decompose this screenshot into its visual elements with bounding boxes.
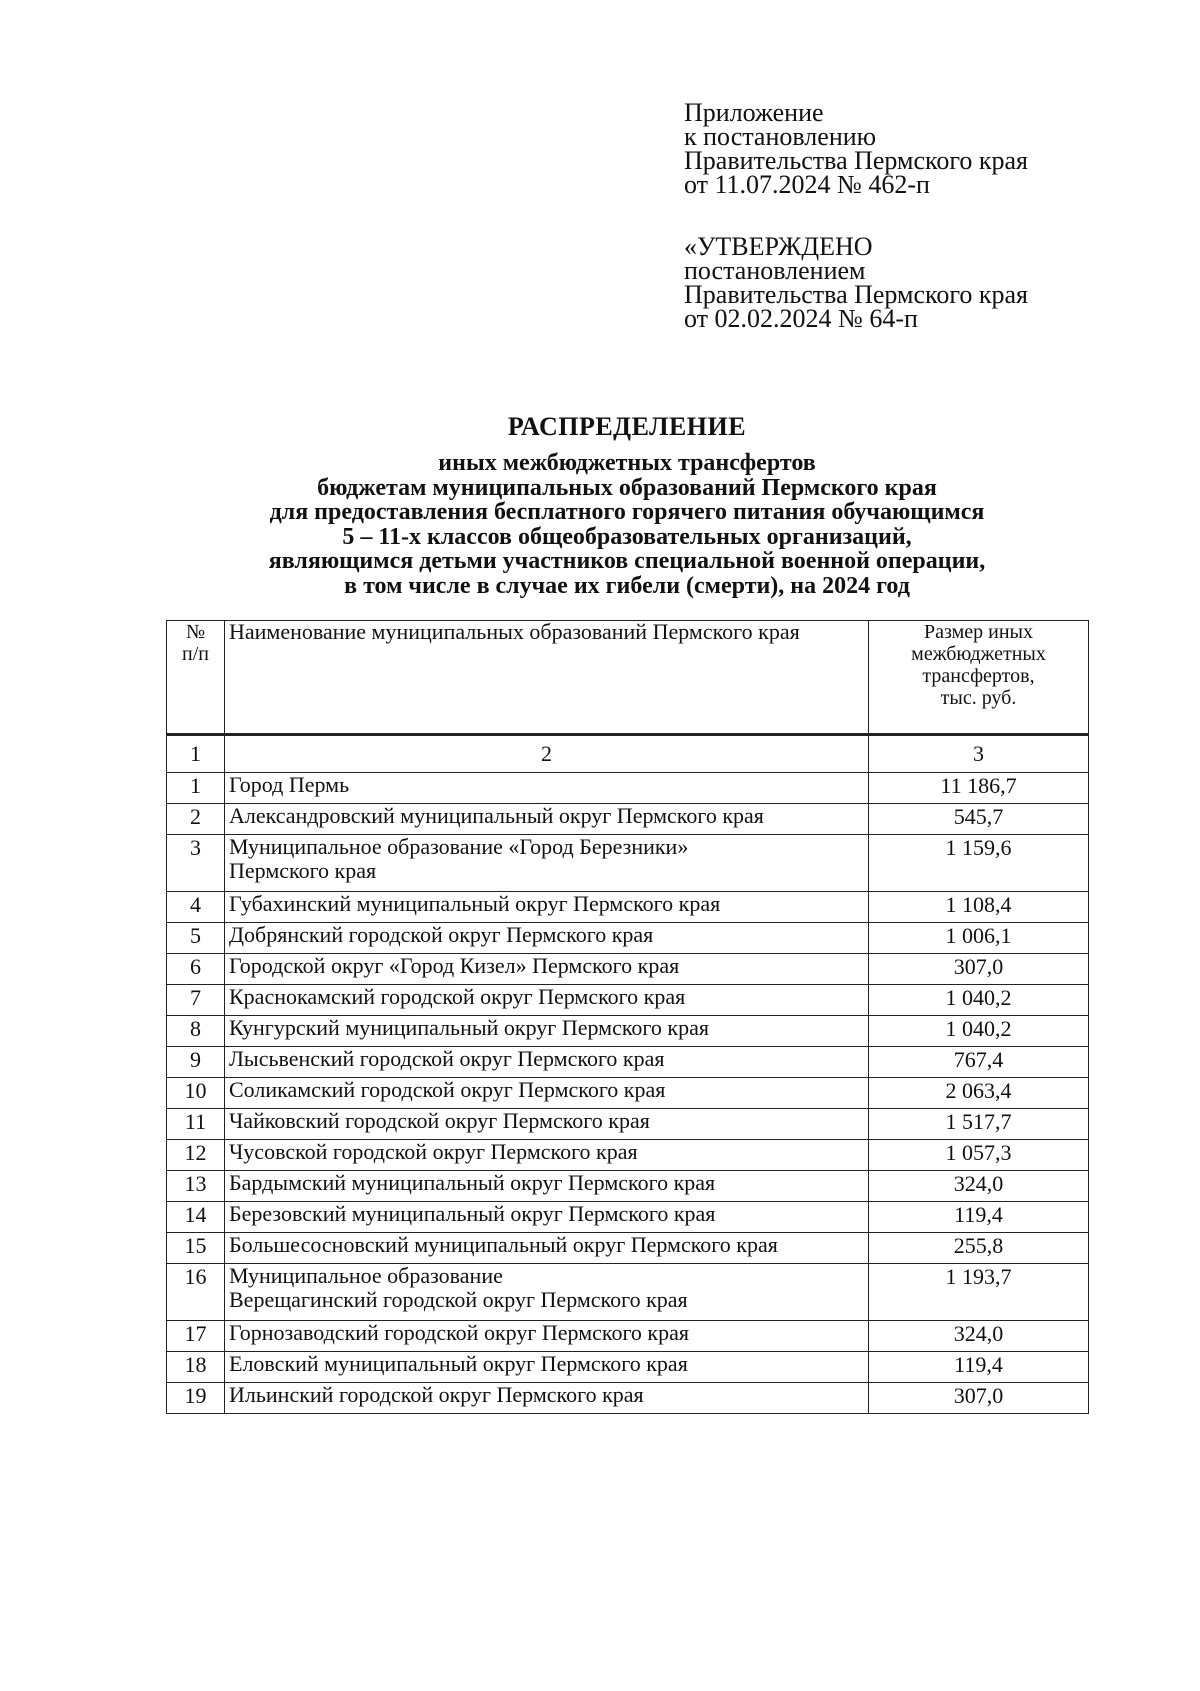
document-title: РАСПРЕДЕЛЕНИЕ bbox=[507, 412, 747, 441]
row-amount: 255,8 bbox=[869, 1233, 1089, 1264]
subtitle-line: бюджетам муниципальных образований Пермского края bbox=[317, 474, 937, 501]
row-number: 14 bbox=[167, 1202, 225, 1233]
row-amount: 11 186,7 bbox=[869, 773, 1089, 804]
table-row bbox=[167, 773, 1089, 804]
table-row bbox=[167, 923, 1089, 954]
row-number: 5 bbox=[167, 923, 225, 954]
row-amount: 545,7 bbox=[869, 804, 1089, 835]
row-amount: 1 040,2 bbox=[869, 1016, 1089, 1047]
row-number: 2 bbox=[167, 804, 225, 835]
table-row bbox=[167, 1109, 1089, 1140]
header-name: Наименование муниципальных образований Пермского края bbox=[225, 621, 869, 735]
row-number: 11 bbox=[167, 1109, 225, 1140]
row-number: 3 bbox=[167, 835, 225, 892]
appendix-line: Правительства Пермского края bbox=[684, 146, 1028, 175]
subtitle-line: в том числе в случае их гибели (смерти), на 2024 год bbox=[344, 572, 910, 599]
table-row bbox=[167, 804, 1089, 835]
row-number: 12 bbox=[167, 1140, 225, 1171]
row-name: Горнозаводский городской округ Пермского края bbox=[225, 1321, 869, 1352]
approved-block bbox=[684, 232, 1028, 333]
table-row bbox=[167, 1321, 1089, 1352]
row-amount: 307,0 bbox=[869, 954, 1089, 985]
row-number: 15 bbox=[167, 1233, 225, 1264]
row-amount: 1 057,3 bbox=[869, 1140, 1089, 1171]
header-number: № п/п bbox=[167, 621, 225, 735]
table-row bbox=[167, 1016, 1089, 1047]
row-name: Чусовской городской округ Пермского края bbox=[225, 1140, 869, 1171]
row-number: 16 bbox=[167, 1264, 225, 1321]
appendix-line: от 11.07.2024 № 462-п bbox=[684, 170, 930, 199]
row-amount: 1 108,4 bbox=[869, 892, 1089, 923]
row-name: Бардымский муниципальный округ Пермского края bbox=[225, 1171, 869, 1202]
row-number: 18 bbox=[167, 1352, 225, 1383]
row-amount: 1 517,7 bbox=[869, 1109, 1089, 1140]
table-row bbox=[167, 1264, 1089, 1321]
row-number: 7 bbox=[167, 985, 225, 1016]
table-row bbox=[167, 892, 1089, 923]
column-number: 1 bbox=[167, 735, 225, 773]
row-number: 9 bbox=[167, 1047, 225, 1078]
table-row bbox=[167, 1233, 1089, 1264]
row-name: Кунгурский муниципальный округ Пермского края bbox=[225, 1016, 869, 1047]
row-name: Лысьвенский городской округ Пермского края bbox=[225, 1047, 869, 1078]
row-amount: 767,4 bbox=[869, 1047, 1089, 1078]
row-number: 1 bbox=[167, 773, 225, 804]
row-name: Город Пермь bbox=[225, 773, 869, 804]
approved-line: «УТВЕРЖДЕНО bbox=[684, 232, 873, 261]
row-number: 13 bbox=[167, 1171, 225, 1202]
row-amount: 2 063,4 bbox=[869, 1078, 1089, 1109]
subtitle-line: иных межбюджетных трансфертов bbox=[438, 450, 816, 476]
row-number: 8 bbox=[167, 1016, 225, 1047]
distribution-table bbox=[166, 620, 1089, 1414]
document-subtitle bbox=[0, 451, 1200, 598]
approved-line: от 02.02.2024 № 64-п bbox=[684, 304, 918, 333]
table-row bbox=[167, 1383, 1089, 1414]
row-name: Муниципальное образование «Город Березники» Пермского края bbox=[225, 835, 869, 892]
table-row bbox=[167, 1078, 1089, 1109]
table-row bbox=[167, 835, 1089, 892]
row-name: Городской округ «Город Кизел» Пермского края bbox=[225, 954, 869, 985]
subtitle-line: 5 – 11-х классов общеобразовательных организаций, bbox=[342, 523, 912, 550]
table-row bbox=[167, 985, 1089, 1016]
appendix-line: к постановлению bbox=[684, 122, 877, 151]
row-name: Соликамский городской округ Пермского края bbox=[225, 1078, 869, 1109]
approved-line: постановлением bbox=[684, 256, 866, 285]
row-name: Добрянский городской округ Пермского края bbox=[225, 923, 869, 954]
subtitle-line: являющимся детьми участников специальной военной операции, bbox=[268, 548, 986, 574]
row-number: 19 bbox=[167, 1383, 225, 1414]
row-amount: 1 040,2 bbox=[869, 985, 1089, 1016]
appendix-header bbox=[684, 98, 1028, 199]
column-number: 3 bbox=[869, 735, 1089, 773]
row-number: 4 bbox=[167, 892, 225, 923]
subtitle-line: для предоставления бесплатного горячего питания обучающимся bbox=[269, 499, 985, 525]
approved-line: Правительства Пермского края bbox=[684, 280, 1028, 309]
row-amount: 1 006,1 bbox=[869, 923, 1089, 954]
row-amount: 324,0 bbox=[869, 1321, 1089, 1352]
row-name: Ильинский городской округ Пермского края bbox=[225, 1383, 869, 1414]
row-name: Еловский муниципальный округ Пермского края bbox=[225, 1352, 869, 1383]
table-row bbox=[167, 1047, 1089, 1078]
row-name: Муниципальное образование Верещагинский городской округ Пермского края bbox=[225, 1264, 869, 1321]
row-number: 6 bbox=[167, 954, 225, 985]
row-name: Березовский муниципальный округ Пермского края bbox=[225, 1202, 869, 1233]
row-amount: 119,4 bbox=[869, 1352, 1089, 1383]
table-row bbox=[167, 1202, 1089, 1233]
row-amount: 119,4 bbox=[869, 1202, 1089, 1233]
row-name: Краснокамский городской округ Пермского края bbox=[225, 985, 869, 1016]
table-header-row bbox=[167, 621, 1089, 735]
row-name: Александровский муниципальный округ Пермского края bbox=[225, 804, 869, 835]
header-amount: Размер иных межбюджетных трансфертов, тыс. руб. bbox=[869, 621, 1089, 735]
row-name: Чайковский городской округ Пермского края bbox=[225, 1109, 869, 1140]
column-number-row bbox=[167, 735, 1089, 773]
row-amount: 324,0 bbox=[869, 1171, 1089, 1202]
table-row bbox=[167, 1171, 1089, 1202]
row-amount: 307,0 bbox=[869, 1383, 1089, 1414]
row-name: Губахинский муниципальный округ Пермского края bbox=[225, 892, 869, 923]
row-number: 10 bbox=[167, 1078, 225, 1109]
row-amount: 1 159,6 bbox=[869, 835, 1089, 892]
row-number: 17 bbox=[167, 1321, 225, 1352]
table-row bbox=[167, 1140, 1089, 1171]
table-row bbox=[167, 954, 1089, 985]
appendix-line: Приложение bbox=[684, 98, 824, 127]
table-row bbox=[167, 1352, 1089, 1383]
row-amount: 1 193,7 bbox=[869, 1264, 1089, 1321]
row-name: Большесосновский муниципальный округ Пермского края bbox=[225, 1233, 869, 1264]
column-number: 2 bbox=[225, 735, 869, 773]
